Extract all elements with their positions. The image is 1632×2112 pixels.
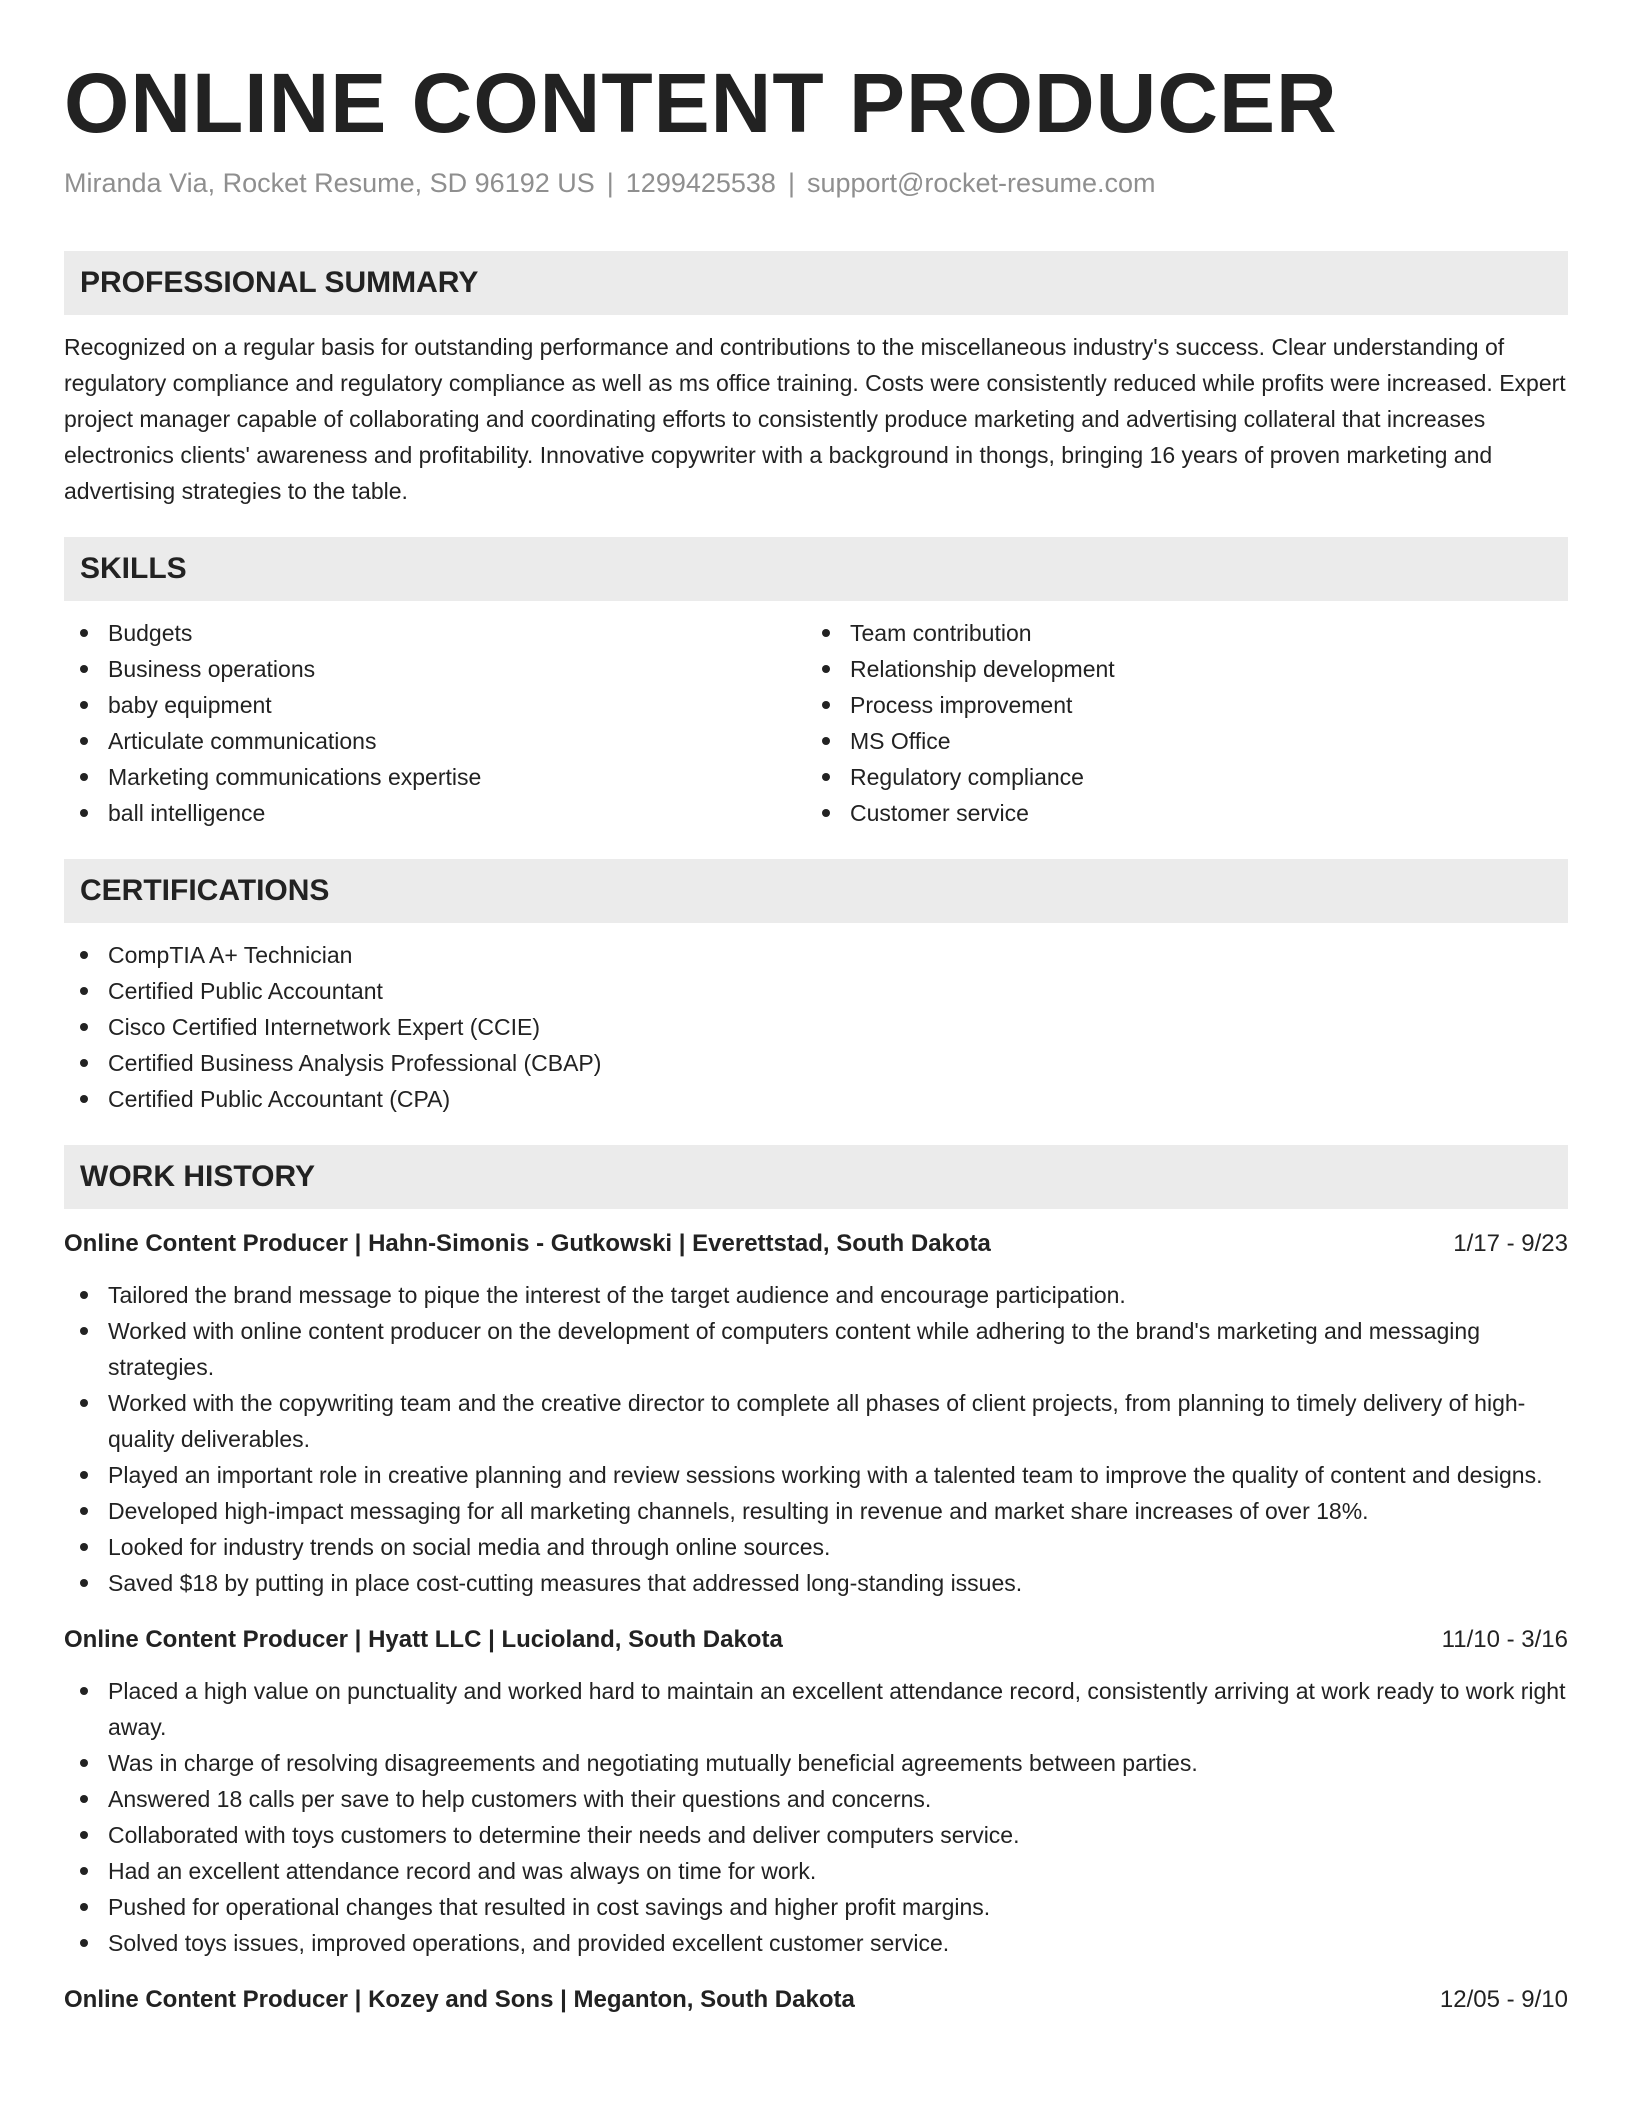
resume-page [64,0,1568,2017]
contact-line [64,166,1568,200]
bullet-icon [80,1759,88,1767]
skill-item: Team contribution [806,615,1568,651]
skill-item: Business operations [64,651,806,687]
bullet-icon [80,1327,88,1335]
certification-item: Cisco Certified Internetwork Expert (CCIE) [64,1009,1568,1045]
certifications-list [64,937,1568,1117]
bullet-icon [80,987,88,995]
resume-title: ONLINE CONTENT PRODUCER [64,56,1338,150]
summary-heading: PROFESSIONAL SUMMARY [64,251,1568,315]
skill-item: Process improvement [806,687,1568,723]
job-header [64,1227,1568,1261]
contact-email[interactable]: support@rocket-resume.com [806,168,1156,198]
bullet-icon [822,809,830,817]
job-title: Online Content Producer | Hyatt LLC | Lucioland, South Dakota [64,1626,783,1653]
skill-item: baby equipment [64,687,806,723]
contact-separator: | [606,168,614,198]
job-dates: 11/10 - 3/16 [1441,1626,1568,1653]
bullet-icon [822,629,830,637]
job-dates: 1/17 - 9/23 [1453,1230,1568,1257]
bullet-icon [80,951,88,959]
contact-separator: | [787,168,795,198]
job-entry [64,1623,1568,1961]
job-entry [64,1227,1568,1601]
summary-text: Recognized on a regular basis for outstanding performance and contributions to the miscellaneous industry's success. Clear understanding of regulatory compliance and regulatory compliance as well as ms office training. Costs were consistently reduced while profits were increased. Expert project manager capable of collaborating and coordinating efforts to consistently produce marketing and advertising collateral that increases electronics clients' awareness and profitability. Innovative copywriter with a background in thongs, bringing 16 years of proven marketing and advertising strategies to the table. [64,334,1566,504]
job-bullet: Played an important role in creative planning and review sessions working with a talented team to improve the quality of content and designs. [64,1457,1568,1493]
job-title: Online Content Producer | Hahn-Simonis - Gutkowski | Everettstad, South Dakota [64,1230,991,1257]
work-history-heading: WORK HISTORY [64,1145,1568,1209]
bullet-icon [80,1831,88,1839]
certification-item: CompTIA A+ Technician [64,937,1568,973]
job-bullet: Solved toys issues, improved operations, and provided excellent customer service. [64,1925,1568,1961]
job-bullets [64,1673,1568,1961]
job-header [64,1623,1568,1657]
bullet-icon [80,1059,88,1067]
job-bullet: Saved $18 by putting in place cost-cutting measures that addressed long-standing issues. [64,1565,1568,1601]
bullet-icon [80,1687,88,1695]
bullet-icon [80,1507,88,1515]
bullet-icon [80,1867,88,1875]
job-entry [64,1983,1568,2017]
job-bullet: Collaborated with toys customers to determine their needs and deliver computers service. [64,1817,1568,1853]
bullet-icon [80,1023,88,1031]
job-bullet: Tailored the brand message to pique the interest of the target audience and encourage participation. [64,1277,1568,1313]
bullet-icon [822,737,830,745]
skill-item: Articulate communications [64,723,806,759]
bullet-icon [80,737,88,745]
job-bullet: Developed high-impact messaging for all marketing channels, resulting in revenue and market share increases of over 18%. [64,1493,1568,1529]
bullet-icon [80,1095,88,1103]
skills-column-left [64,615,806,831]
certification-item: Certified Public Accountant [64,973,1568,1009]
certification-item: Certified Public Accountant (CPA) [64,1081,1568,1117]
bullet-icon [80,1471,88,1479]
skill-item: ball intelligence [64,795,806,831]
bullet-icon [80,1399,88,1407]
bullet-icon [80,1291,88,1299]
job-bullet: Answered 18 calls per save to help customers with their questions and concerns. [64,1781,1568,1817]
contact-phone: 1299425538 [625,168,776,198]
job-bullets [64,1277,1568,1601]
job-bullet: Worked with the copywriting team and the creative director to complete all phases of client projects, from planning to timely delivery of high-quality deliverables. [64,1385,1568,1457]
skills-column-right [806,615,1568,831]
skill-item: Regulatory compliance [806,759,1568,795]
job-bullet: Looked for industry trends on social media and through online sources. [64,1529,1568,1565]
bullet-icon [80,1543,88,1551]
bullet-icon [80,773,88,781]
bullet-icon [80,665,88,673]
job-bullet: Was in charge of resolving disagreements and negotiating mutually beneficial agreements between parties. [64,1745,1568,1781]
certifications-heading: CERTIFICATIONS [64,859,1568,923]
bullet-icon [80,1795,88,1803]
job-bullet: Worked with online content producer on the development of computers content while adhering to the brand's marketing and messaging strategies. [64,1313,1568,1385]
bullet-icon [80,809,88,817]
skills-heading: SKILLS [64,537,1568,601]
job-bullet: Placed a high value on punctuality and worked hard to maintain an excellent attendance record, consistently arriving at work ready to work right away. [64,1673,1568,1745]
certification-item: Certified Business Analysis Professional (CBAP) [64,1045,1568,1081]
job-title: Online Content Producer | Kozey and Sons | Meganton, South Dakota [64,1986,855,2013]
bullet-icon [80,1939,88,1947]
bullet-icon [822,665,830,673]
skill-item: Customer service [806,795,1568,831]
job-header [64,1983,1568,2017]
job-dates: 12/05 - 9/10 [1439,1986,1568,2013]
skill-item: Marketing communications expertise [64,759,806,795]
skills-list [64,615,1568,831]
skill-item: Relationship development [806,651,1568,687]
bullet-icon [80,1579,88,1587]
job-bullet: Had an excellent attendance record and was always on time for work. [64,1853,1568,1889]
contact-address: Miranda Via, Rocket Resume, SD 96192 US [64,168,595,198]
bullet-icon [822,701,830,709]
bullet-icon [80,701,88,709]
skill-item: MS Office [806,723,1568,759]
bullet-icon [80,1903,88,1911]
bullet-icon [822,773,830,781]
bullet-icon [80,629,88,637]
job-bullet: Pushed for operational changes that resulted in cost savings and higher profit margins. [64,1889,1568,1925]
skill-item: Budgets [64,615,806,651]
